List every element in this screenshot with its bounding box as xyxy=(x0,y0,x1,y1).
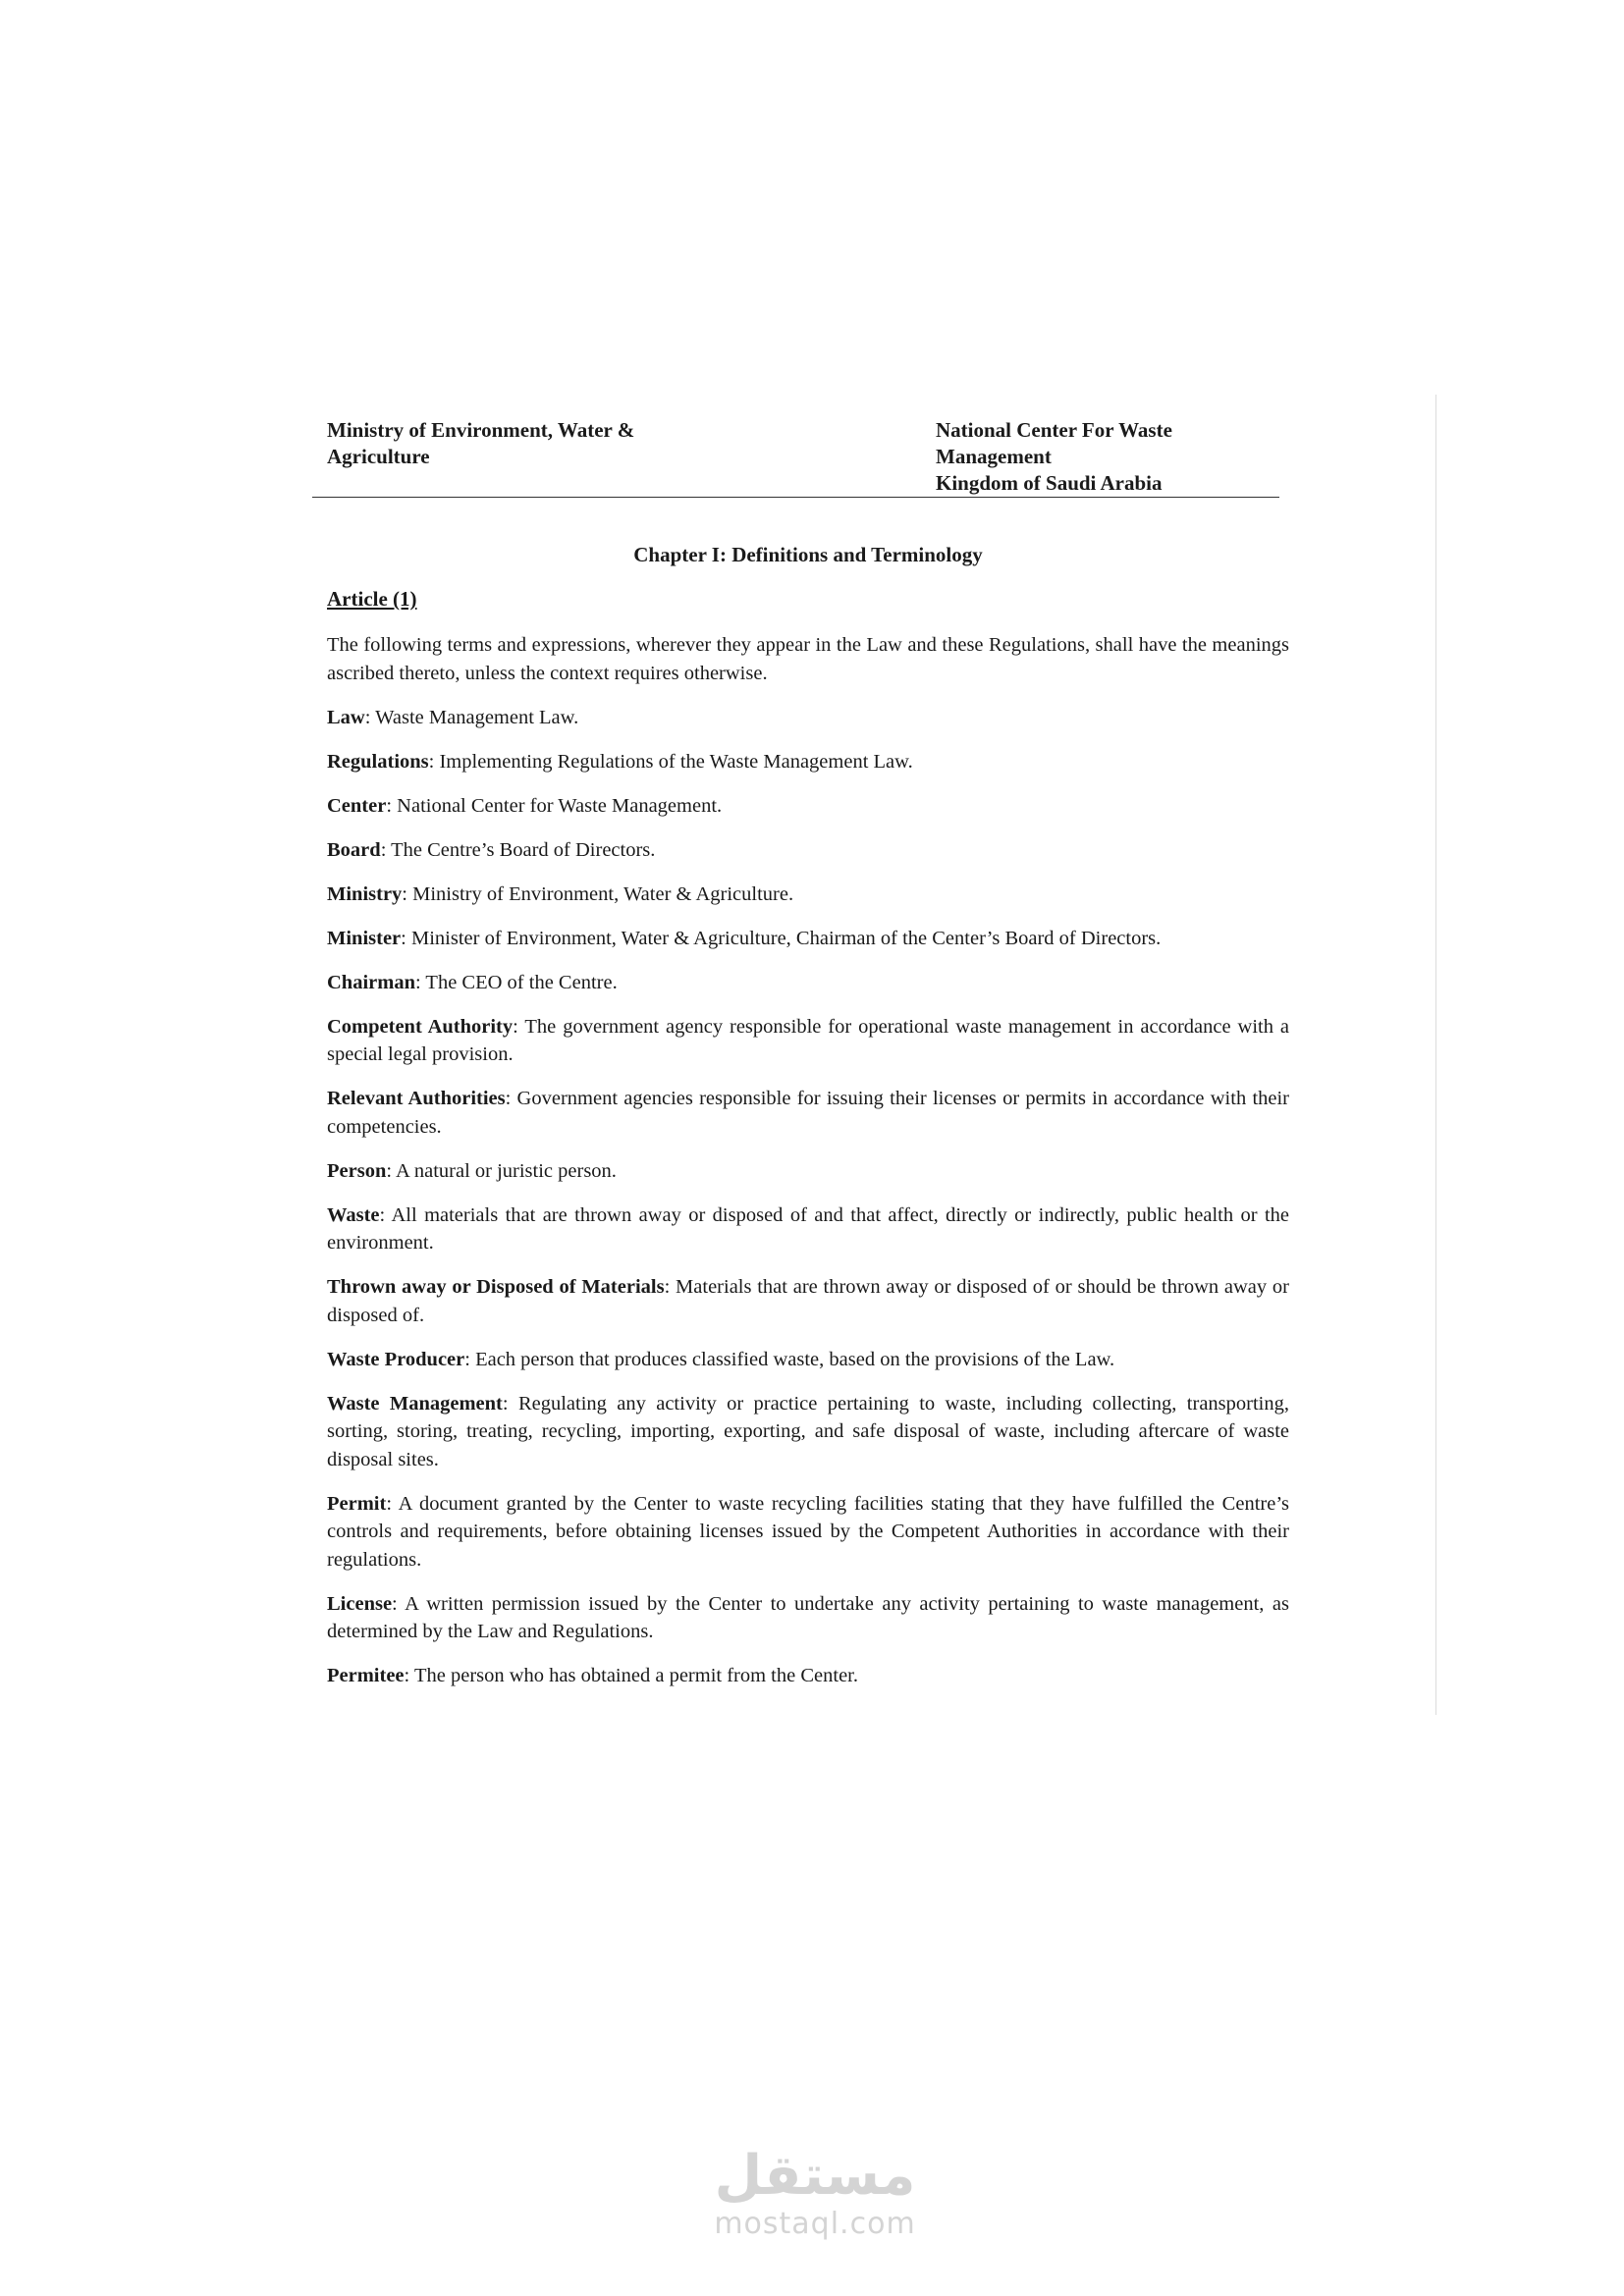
definition-text: : The Centre’s Board of Directors. xyxy=(380,838,656,861)
definition-text: : The government agency responsible for operational waste management in accordance with a special legal provision. xyxy=(327,1015,1289,1065)
definition-term: Ministry xyxy=(327,882,403,905)
definition-item xyxy=(327,1273,1289,1329)
definition-term: Thrown away or Disposed of Materials xyxy=(327,1276,665,1298)
header-right-line: Management xyxy=(936,445,1052,468)
definition-term: License xyxy=(327,1592,393,1615)
definition-text: : Each person that produces classified waste, based on the provisions of the Law. xyxy=(464,1348,1115,1370)
definition-item xyxy=(327,704,1289,732)
definition-term: Permitee xyxy=(327,1665,405,1686)
definition-text: : Regulating any activity or practice pertaining to waste, including collecting, transporting, sorting, storing, treating, recycling, importing, exporting, and safe disposal of waste, including aftercare of waste disposal sites. xyxy=(327,1392,1289,1470)
definition-text: : Minister of Environment, Water & Agriculture, Chairman of the Center’s Board of Directors. xyxy=(401,927,1162,949)
definition-item xyxy=(327,1490,1289,1575)
header-left-line: Agriculture xyxy=(327,445,430,468)
definition-term: Chairman xyxy=(327,971,415,993)
definition-item xyxy=(327,1346,1289,1374)
definition-text: : A written permission issued by the Center to undertake any activity pertaining to waste management, as determined by the Law and Regulations. xyxy=(327,1592,1289,1642)
definition-item xyxy=(327,1013,1289,1069)
definition-item xyxy=(327,1201,1289,1257)
definition-term: Waste Producer xyxy=(327,1348,465,1370)
definition-item xyxy=(327,792,1289,821)
definition-item xyxy=(327,1157,1289,1186)
header-right-line: Kingdom of Saudi Arabia xyxy=(936,471,1163,495)
definition-item xyxy=(327,1085,1289,1141)
definition-item xyxy=(327,969,1289,997)
definition-item xyxy=(327,748,1289,776)
definition-term: Permit xyxy=(327,1492,387,1515)
definition-text: : The CEO of the Centre. xyxy=(414,971,618,993)
header-right xyxy=(936,417,1289,497)
definition-item xyxy=(327,925,1289,953)
definition-term: Center xyxy=(327,794,387,817)
header-left xyxy=(327,417,739,470)
definition-item xyxy=(327,1662,1289,1690)
definition-text: : Waste Management Law. xyxy=(364,706,579,728)
mostaql-watermark xyxy=(687,2145,943,2241)
definition-text: : A natural or juristic person. xyxy=(386,1159,617,1182)
definition-term: Minister xyxy=(327,927,402,949)
definition-term: Regulations xyxy=(327,750,429,773)
definition-item xyxy=(327,881,1289,909)
document-body xyxy=(327,631,1289,1706)
definition-term: Law xyxy=(327,706,365,728)
header-left-line: Ministry of Environment, Water & xyxy=(327,418,635,442)
definition-item xyxy=(327,1390,1289,1474)
definition-text: : All materials that are thrown away or disposed of and that affect, directly or indirectly, public health or the environment. xyxy=(327,1203,1289,1254)
definition-item xyxy=(327,836,1289,865)
header-divider xyxy=(312,497,1279,498)
definition-term: Relevant Authorities xyxy=(327,1088,506,1109)
definition-text: : The person who has obtained a permit from the Center. xyxy=(404,1665,858,1686)
intro-paragraph: The following terms and expressions, wherever they appear in the Law and these Regulations, shall have the meanings ascribed thereto, unless the context requires otherwise. xyxy=(327,634,1289,684)
definition-text: : Implementing Regulations of the Waste Management Law. xyxy=(428,750,913,773)
definition-text: : Government agencies responsible for issuing their licenses or permits in accordance with their competencies. xyxy=(327,1088,1290,1138)
definition-text: : Materials that are thrown away or disposed of or should be thrown away or disposed of. xyxy=(327,1276,1289,1326)
definition-term: Waste xyxy=(327,1203,380,1226)
definition-text: : National Center for Waste Management. xyxy=(386,794,723,817)
watermark-latin: mostaql.com xyxy=(714,2207,916,2241)
article-heading: Article (1) xyxy=(327,587,417,611)
watermark-arabic: مستقل xyxy=(714,2144,916,2208)
definition-item xyxy=(327,1590,1289,1646)
definition-term: Person xyxy=(327,1159,387,1182)
definition-text: : Ministry of Environment, Water & Agriculture. xyxy=(402,882,794,905)
definition-text: : A document granted by the Center to waste recycling facilities stating that they have fulfilled the Centre’s controls and requirements, before obtaining licenses issued by the Competent Authorities in accordance with their regulations. xyxy=(327,1492,1289,1571)
page-edge-line xyxy=(1435,395,1436,1715)
chapter-title: Chapter I: Definitions and Terminology xyxy=(633,543,983,566)
definition-term: Waste Management xyxy=(327,1392,503,1415)
definition-term: Board xyxy=(327,838,381,861)
definition-term: Competent Authority xyxy=(327,1015,514,1038)
header-right-line: National Center For Waste xyxy=(936,418,1172,442)
